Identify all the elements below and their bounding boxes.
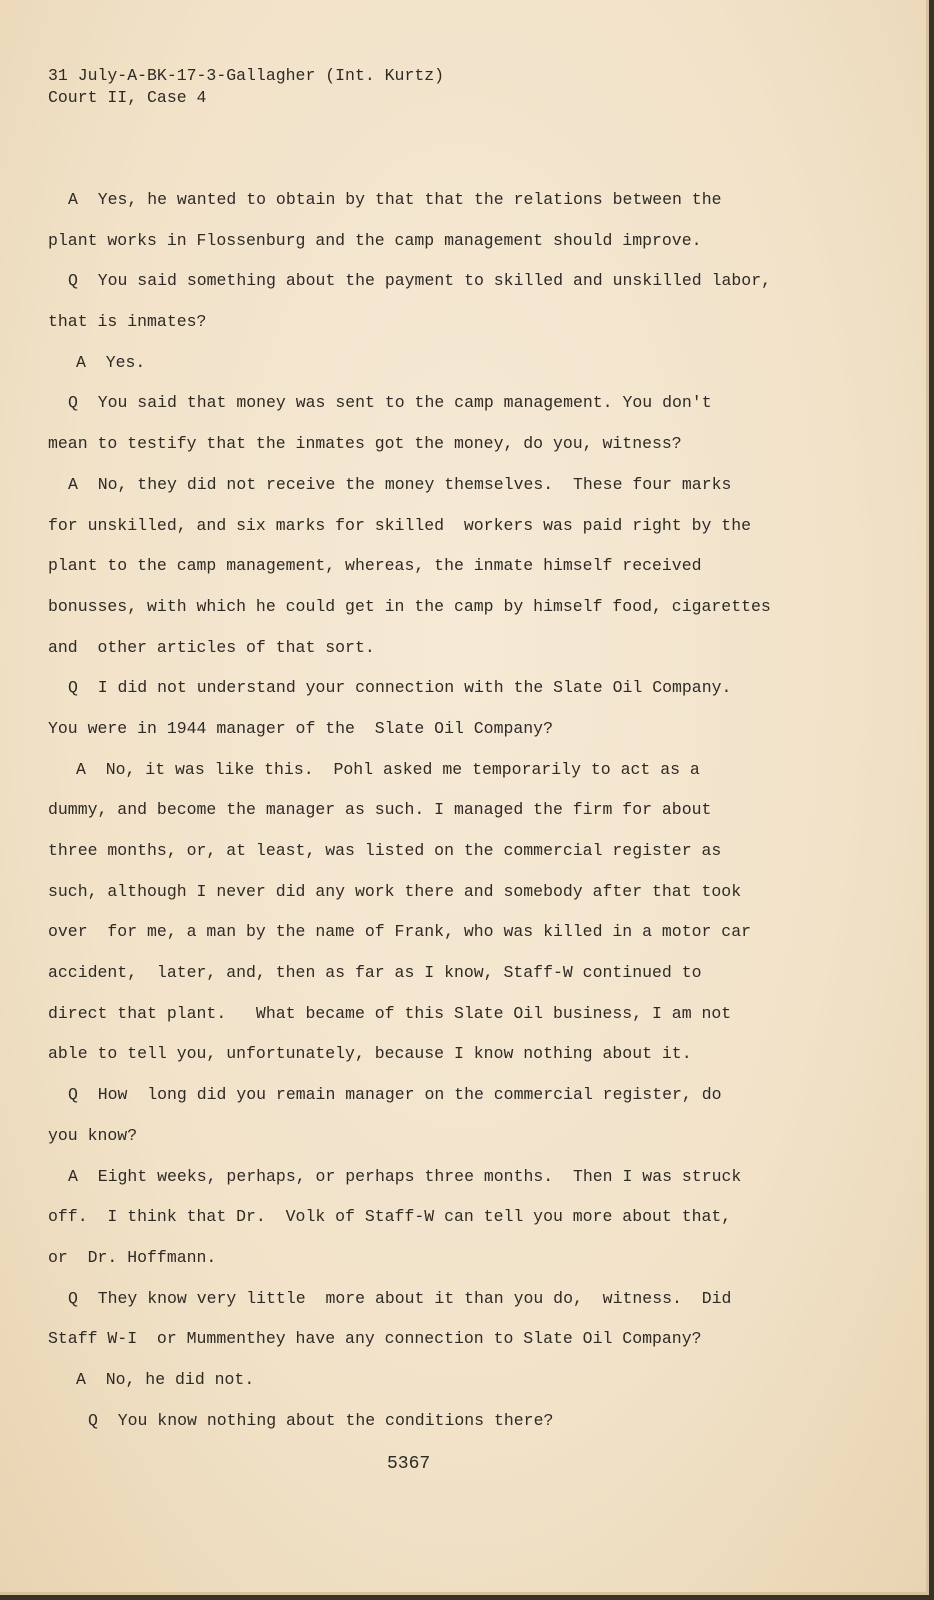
transcript-line: You were in 1944 manager of the Slate Oil Company?: [48, 718, 553, 738]
transcript-line: A Yes.: [76, 352, 146, 372]
header-line-2: Court II, Case 4: [48, 88, 207, 107]
transcript-line: plant to the camp management, whereas, the inmate himself received: [48, 556, 702, 576]
transcript-line: dummy, and become the manager as such. I managed the firm for about: [48, 800, 712, 820]
transcript-line: three months, or, at least, was listed on the commercial register as: [48, 841, 722, 860]
transcript-line: A No, they did not receive the money themselves. These four marks: [68, 474, 732, 494]
transcript-line: direct that plant. What became of this Slate Oil business, I am not: [48, 1003, 732, 1023]
transcript-line: Q They know very little more about it than you do, witness. Did: [68, 1288, 732, 1308]
transcript-line: and other articles of that sort.: [48, 637, 375, 657]
transcript-line: A No, it was like this. Pohl asked me temporarily to act as a: [76, 759, 700, 779]
transcript-line: for unskilled, and six marks for skilled workers was paid right by the: [48, 515, 752, 535]
transcript-line: you know?: [48, 1125, 138, 1145]
transcript-line: Q You said something about the payment to skilled and unskilled labor,: [68, 271, 772, 291]
transcript-line: accident, later, and, then as far as I know, Staff-W continued to: [48, 963, 702, 983]
transcript-body: [0, 190, 926, 1451]
transcript-line: able to tell you, unfortunately, because I know nothing about it.: [48, 1044, 692, 1064]
transcript-line: Q You said that money was sent to the camp management. You don't: [68, 393, 712, 413]
transcript-line: A Eight weeks, perhaps, or perhaps three months. Then I was struck: [68, 1166, 742, 1186]
page-number: 5367: [387, 1454, 431, 1474]
transcript-line: mean to testify that the inmates got the money, do you, witness?: [48, 434, 682, 454]
transcript-line: Staff W-I or Mummenthey have any connection to Slate Oil Company?: [48, 1329, 702, 1349]
transcript-line: over for me, a man by the name of Frank, who was killed in a motor car: [48, 922, 752, 942]
transcript-line: Q You know nothing about the conditions there?: [88, 1410, 554, 1430]
transcript-line: off. I think that Dr. Volk of Staff-W can tell you more about that,: [48, 1207, 732, 1227]
transcript-line: such, although I never did any work there and somebody after that took: [48, 881, 742, 901]
transcript-line: Q I did not understand your connection with the Slate Oil Company.: [68, 678, 732, 698]
transcript-line: that is inmates?: [48, 312, 207, 332]
transcript-line: A No, he did not.: [76, 1369, 255, 1389]
header-line-1: 31 July-A-BK-17-3-Gallagher (Int. Kurtz): [48, 66, 445, 85]
transcript-line: A Yes, he wanted to obtain by that that the relations between the: [68, 190, 722, 209]
transcript-line: bonusses, with which he could get in the camp by himself food, cigarettes: [48, 596, 771, 616]
transcript-line: Q How long did you remain manager on the commercial register, do: [68, 1085, 722, 1105]
transcript-line: plant works in Flossenburg and the camp management should improve.: [48, 230, 702, 250]
transcript-line: or Dr. Hoffmann.: [48, 1247, 217, 1267]
